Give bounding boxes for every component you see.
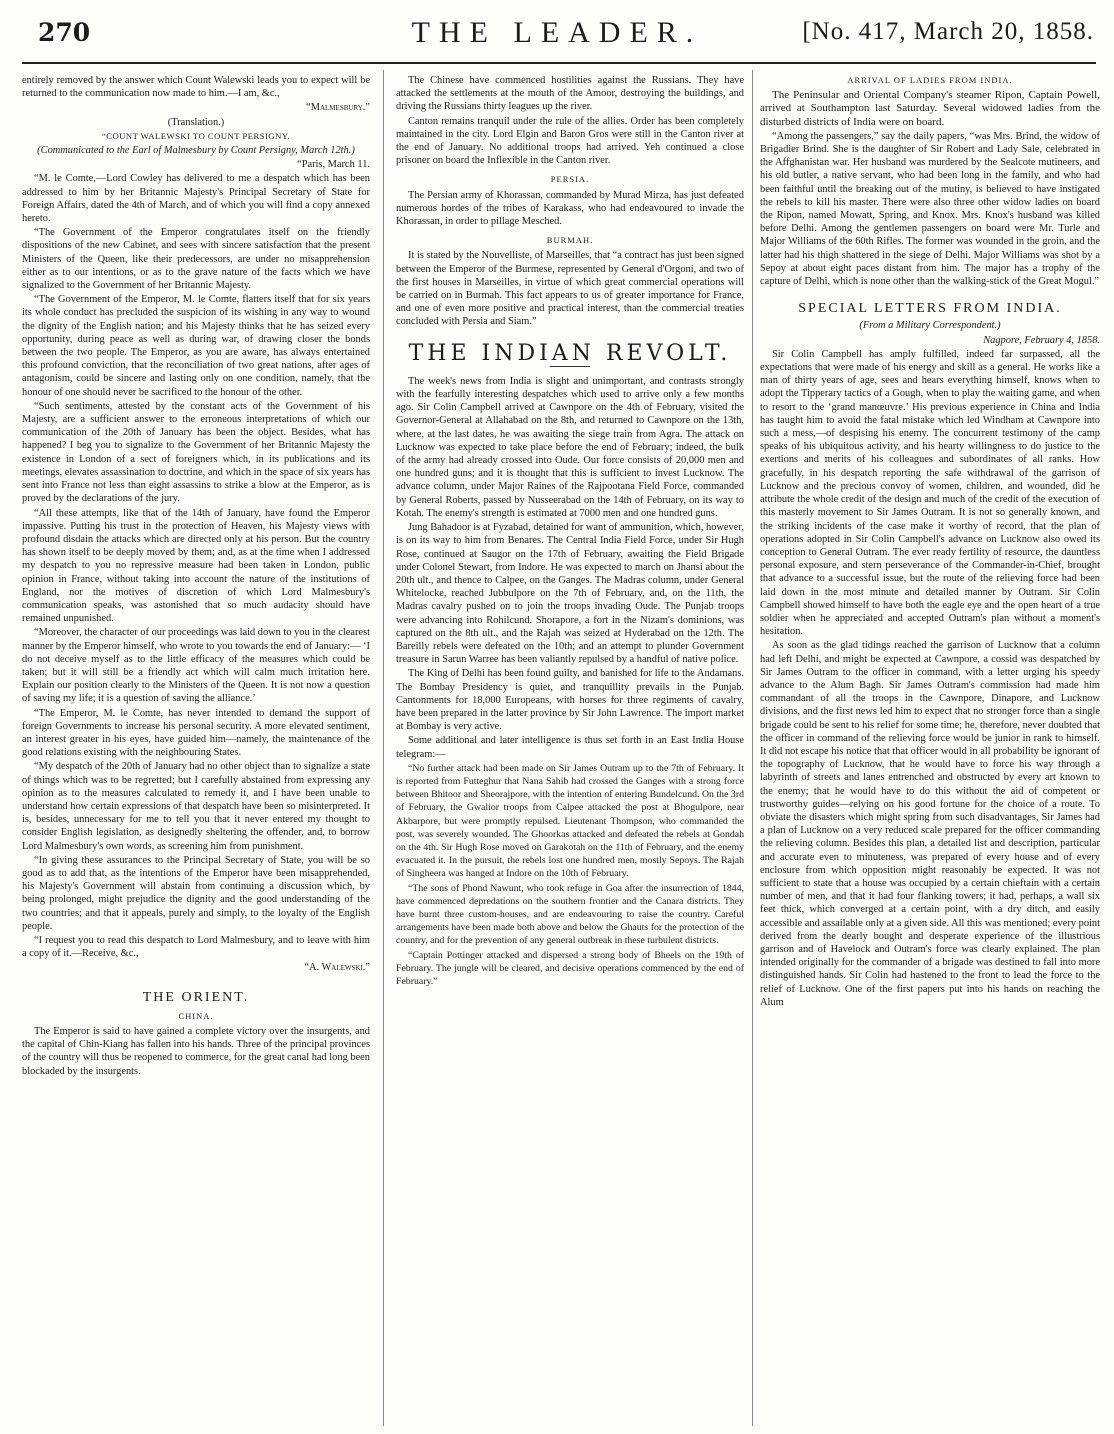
section-title-special-letters: SPECIAL LETTERS FROM INDIA. [798,301,1062,317]
paragraph: “The Government of the Emperor, M. le Comte, flatters itself that for six years its whole conduct has precluded the suspicion of its wishing in any way to wound the dignity of the English nation; and his Majesty thinks that he has seized every opportunity, during peace as well as during war, of drawing closer the bonds between the two people. The Emperor, as you are aware, has always entertained this profound conviction, that the reconciliation of two great nations, after ages of antagonism, could be sincere and lasting only on one condition, namely, that the honour of one should never be sacrificed to the honour of the other. [22,294,370,398]
section-title-orient: THE ORIENT. [142,989,250,1005]
column-divider-2 [752,70,753,1426]
paragraph: “My despatch of the 20th of January had no other object than to signalize a state of things which was to be regretted; but I carefully abstained from expressing any opinion as to the measures calculated to remedy it, and I have been unable to understand how certain expressions of that despatch have been so misinterpreted. It is, besides, unnecessary for me to tell you that it never entered my thought to consider English legislation, as designedly sheltering the offender, and, to borrow Lord Malmesbury's own words, as screening him from punishment. [22,761,370,852]
paragraph: “In giving these assurances to the Principal Secretary of State, you will be so good as to add that, as the intentions of the Emperor have been misapprehended, his Majesty's Government will abstain from continuing a discussion which, by being prolonged, might prejudice the dignity and the good understanding of the two countries; and that it appeals, purely and simply, to the loyalty of the English people. [22,854,370,932]
translation-label: (Translation.) [167,116,225,128]
paragraph: “Moreover, the character of our proceedings was laid down to you in the clearest manner by the Emperor himself, who wrote to you towards the end of January:— ‘I do not deceive myself as to the little efficacy of the measures which could be taken; but it will still be a friendly act which will calm much irritation here. Explain our position clearly to the Ministers of the Queen. It is not now a question of saving my life; it is a question of saving the alliance.’ [22,627,370,705]
paragraph: “Captain Pottinger attacked and dispersed a strong body of Bheels on the 19th of February. The jungle will be cleared, and decisive operations commenced by the end of February.” [396,949,744,987]
paragraph: “The sons of Phond Nawunt, who took refuge in Goa after the insurrection of 1844, have commenced depredations on the southern frontier and the Canara districts. They have burnt three custom-houses, and are endeavouring to raise the country. Careful arrangements have been made both above and below the Ghauts for the protection of the country, and for the prevention of any general outbreak in these turbulent districts. [396,882,744,947]
subsection-china: CHINA. [178,1010,214,1021]
paragraph: “No further attack had been made on Sir James Outram up to the 7th of February. It is reported from Futteghur that Nana Sahib had crossed the Ganges with a strong force between Bhitoor and Sheorajpore, with the intention of entering Bundelcund. On the 3rd of February, the Gwalior troops from Calpee attacked the post at Bhogulpore, near Akbarpore, but were promptly repulsed. Lieutenant Thompson, who commanded the post, was severely wounded. The Ghoorkas attacked and defeated the rebels at Gondah on the 4th. Sir Hugh Rose moved on Garakotah on the 11th of February, and the enemy evacuated it. In the pursuit, the rebels lost one hundred men, mostly Sepoys. The Rajah of Singheera was hanged at Indore on the 10th of February. [396,762,744,880]
column-3 [760,74,1100,1426]
dateline: “Paris, March 11. [297,159,370,171]
newspaper-title: THE LEADER. [411,16,703,49]
column-2 [396,74,744,1426]
subsection-persia: PERSIA. [550,174,590,185]
page-header [22,14,1096,58]
paragraph: The Persian army of Khorassan, commanded by Murad Mirza, has just defeated numerous hordes of the tribes of Karakass, who had endeavoured to invade the Khorassan, in order to pillage Mesched. [396,189,744,228]
signature: “A. Walewski.” [304,962,370,974]
paragraph: “Such sentiments, attested by the constant acts of the Government of his Majesty, are a sufficient answer to the erroneous interpretations of which our communication of the 20th of January has been the object. Besides, what has happened? I beg you to signalize to the Government of her Britannic Majesty the existence in London of a sect of foreigners which, in its publications and its meetings, elevates assassination to doctrine, and which in the space of six years has sent into France not less than eight assassins to strike a blow at the Emperor, as is proved by the declarations of the jury. [22,400,370,505]
subsection-burmah: BURMAH. [546,235,594,246]
paragraph: Canton remains tranquil under the rule of the allies. Order has been completely maintained in the city. Lord Elgin and Baron Gros were still in the Canton river at the end of January. No additional troops had arrived. Yeh continued a close prisoner on board the Inflexible in the Canton river. [396,115,744,167]
paragraph: “The Emperor, M. le Comte, has never intended to demand the support of foreign Governments to increase his personal security. A more elevated sentiment, an interest greater in his eyes, have guided him—namely, the maintenance of the good relations existing with the neighbouring States. [22,707,370,759]
dateline: Nagpore, February 4, 1858. [983,334,1100,346]
paragraph: “I request you to read this despatch to Lord Malmesbury, and to leave with him a copy of it.—Receive, &c., [22,935,370,960]
paragraph: Sir Colin Campbell has amply fulfilled, indeed far surpassed, all the expectations that were made of his energy and skill as a general. He works like a man of thirty years of age, sees and hears everything himself, knows when to adopt the Tipperary tactics of a Gough, when to play the waiting game, and when to resort to the ‘grand manœuvre.’ His previous experience in China and India has taught him to avoid the fatal mistake which led Windham at Cawnpore into such a mess,—of despising his enemy. The concurrent testimony of the camp speaks of his ubiquitous activity, and his hearty willingness to do justice to the exertions and merits of his colleagues and subordinates of all ranks. How gracefully, in his despatch reporting the safe withdrawal of the garrison of Lucknow and the precious convoy of women, children, and wounded, did he attribute the whole credit of the design and much of the credit of the execution of this masterly movement to Sir James Outram. It is not so generally known, and the striking incidents of the case make it worthy of record, that the plan of operations adopted in Sir Colin Campbell's advance on Lucknow also owed its conception to General Outram. The ever ready fertility of resource, the dauntless personal exposure, and stern perseverance of the Commander-in-Chief, brought that advance to a successful issue, but the route of the relieving force had been laid down in the most minute and detailed manner by Outram. Sir Colin Campbell showed himself to have both the eagle eye and the open heart of a true soldier when he appreciated and accepted Outram's plan without a moment's hesitation. [760,348,1100,638]
paragraph: “M. le Comte,—Lord Cowley has delivered to me a despatch which has been addressed to him by her Britannic Majesty's Principal Secretary of State for Foreign Affairs, dated the 4th of March, and of which you will find a copy annexed hereto. [22,173,370,225]
header-rule [22,62,1096,64]
signature: “Malmesbury.” [306,102,370,114]
paragraph: As soon as the glad tidings reached the garrison of Lucknow that a column had left Delhi, and might be expected at Cawnpore, a cossid was despatched by Sir James Outram to the officer in command, with a letter urging his speedy advance to the Alum Bagh. Sir James Outram's commission had made him commandant of all the troops in the Cawnpore, Dinapore, and Lucknow divisions, and the first news led him to expect that no stronger force than a single brigade could be sent to his relief for some time; he, therefore, never doubted that the officer in command of the relieving force would be junior in rank to himself. It did not escape his notice that that officer would in all probability be ignorant of the topography of Lucknow, that he would have to force his way through a labyrinth of streets and lanes entrenched and obstructed by every art known to the enemy; that he would have to do this without the aid of competent or trustworthy guides—relying on his good fortune for the choice of a route. To obviate the disasters which might spring from such disadvantages, Sir James had a plan of Lucknow on a very reduced scale prepared for the officer commanding the relieving column. Besides this plan, a detailed list and description, particular and accurate even to minuteness, was prepared of every house and of every enclosure from which opposition might reasonably be expected. It was not sufficient to state that a house was occupied by a certain chieftain with a certain number of men, and that it had four flanking towers; it had, perhaps, a wall six feet thick, which converged at a certain point, with a dry ditch, and easily accessible and assailable only at a given side. All this was mentioned; every point derived from the dearly bought and desperate experience of the illustrious garrison and of Havelock and Outram's force was clearly explained. The plan intended originally for the commander of a brigade was destined to fall into more distinguished hands. Sir Colin had hastened to the front to lead the force to the relief of Lucknow. One of the first papers put into his hands on reaching the Alum [760,640,1100,1008]
paragraph: “The Government of the Emperor congratulates itself on the friendly dispositions of the new Cabinet, and sees with sincere satisfaction that the present Ministers of the Queen, like their predecessors, are under no misapprehension either as to our intentions, or as to the grave nature of the facts which we have signalized to the Government of her Britannic Majesty. [22,227,370,292]
paragraph: Jung Bahadoor is at Fyzabad, detained for want of ammunition, which, however, is on its way to him from Benares. The Central India Field Force, under Sir Hugh Rose, continued at Saugor on the 17th of February, awaiting the Field Brigade under Colonel Stewart, from Indore. He was expected to march on Jhansi about the 20th ult., and thence to Calpee, on the Ganges. The Madras column, under General Whitelocke, reached Jubbulpore on the 7th of February, and, on the 11th, the Madras cavalry pushed on to join the troops invading Oude. The Punjab troops were advancing into Rohilcund. Shorapore, a fort in the Nizam's dominions, was captured on the 8th ult., and the Rajah was seized at Hyderabad on the 12th. The Bareilly rebels were defeated on the 10th; and an attempt to plunder Government treasure in Sarun Warree has been valiantly repulsed by a handful of native police. [396,522,744,666]
letter-heading: “COUNT WALEWSKI TO COUNT PERSIGNY. [101,130,291,141]
column-1 [22,74,370,1426]
issue-info: [No. 417, March 20, 1858. [802,18,1094,45]
letter-subheading: (Communicated to the Earl of Malmesbury by Count Persigny, March 12th.) [37,145,355,157]
paragraph: Some additional and later intelligence is thus set forth in an East India House telegram:— [396,735,744,760]
page-number: 270 [38,18,91,47]
paragraph: entirely removed by the answer which Count Walewski leads you to expect will be returned to the communication now made to him.—I am, &c., [22,75,370,100]
column-divider-1 [383,70,384,1426]
section-title-indian-revolt: THE INDIAN REVOLT. [408,340,732,366]
special-subtitle: (From a Military Correspondent.) [859,320,1001,332]
subsection-arrival: ARRIVAL OF LADIES FROM INDIA. [847,75,1013,85]
paragraph: The Peninsular and Oriental Company's steamer Ripon, Captain Powell, arrived at Southampton last Saturday. Several widowed ladies from the disturbed districts of India were on board. [760,89,1100,128]
paragraph: “Among the passengers,” say the daily papers, “was Mrs. Brind, the widow of Brigadier Brind. She is the daughter of Sir Robert and Lady Sale, celebrated in the Affghanistan war. Her husband was murdered by the Sealcote mutineers, and his old butler, a native servant, who had been long in the family, and who had been faithful until the breaking out of the mutiny, is believed to have instigated the rebels to kill his master. There were also three other widow ladies on board the Ripon, named Mowatt, Spring, and Knox. Mrs. Knox's husband was killed before Delhi. Among the gentlemen passengers on board were Mr. Turle and Major Williams of the 60th Rifles. The former was wounded in the groin, and the latter had his thigh shattered in the siege of Delhi. Major Williams was shot by a Sepoy at about eight paces distant from him. The major has a trophy of the capture of Delhi, which is none other than the walking-stick of the Great Mogul.” [760,130,1100,288]
paragraph: “All these attempts, like that of the 14th of January, have found the Emperor impassive. Putting his trust in the protection of Heaven, his Majesty views with profound disdain the attacks which are directed only at his person. But the country has shown itself to be deeply moved by them; and, as at the time when I addressed my despatch to you no repressive measure had been taken in London, public opinion in France, without taking into account the nature of the institutions of England, nor the motives of discretion of which Lord Malmesbury's communication speaks, was astonished that so much audacity should have remained unpunished. [22,507,370,625]
paragraph: It is stated by the Nouvelliste, of Marseilles, that “a contract has just been signed between the Emperor of the Burmese, represented by General d'Orgoni, and two of the first houses in Marseilles, in virtue of which great commercial operations will be carried on in Burmah. This fact appears to us of greater importance for France, and one of even more positive and practical interest, than the commercial treaties concluded with Persia and Siam.” [396,250,744,328]
paragraph: The Emperor is said to have gained a complete victory over the insurgents, and the capital of Chin-Kiang has fallen into his hands. Three of the principal provinces of the country will thus be reopened to commerce, for the great canal had long been blockaded by the insurgents. [22,1026,370,1077]
paragraph: The Chinese have commenced hostilities against the Russians. They have attacked the settlements at the mouth of the Amoor, destroying the buildings, and driving the Russians thirty leagues up the river. [396,75,744,113]
paragraph: The week's news from India is slight and unimportant, and contrasts strongly with the fearfully interesting despatches which used to arrive only a few months ago. Sir Colin Campbell arrived at Cawnpore on the 4th of February, visited the Governor-General at Allahabad on the 8th, and returned to Cawnpore on the 13th, where, at the last dates, he was awaiting the siege train from Agra. The attack on Lucknow was expected to take place before the end of February; indeed, the bulk of the army had already crossed into Oude. Our force consists of 20,000 men and one hundred guns; and it is thought that this is sufficient to invest Lucknow. The advance column, under Major Raines of the Rajpootana Field Force, commanded by General Roberts, passed by Nusseerabad on the 14th of February, on its way to Kotah. The enemy's strength is estimated at 7000 men and one hundred guns. [396,375,744,519]
paragraph: The King of Delhi has been found guilty, and banished for life to the Andamans. The Bombay Presidency is quiet, and tranquillity prevails in the Punjab. Cantonments for 18,000 Europeans, with horses for three regiments of cavalry, have been prepared in the latter province by Sir John Lawrence. The import market at Bombay is very active. [396,668,744,733]
title-rule [550,366,590,367]
